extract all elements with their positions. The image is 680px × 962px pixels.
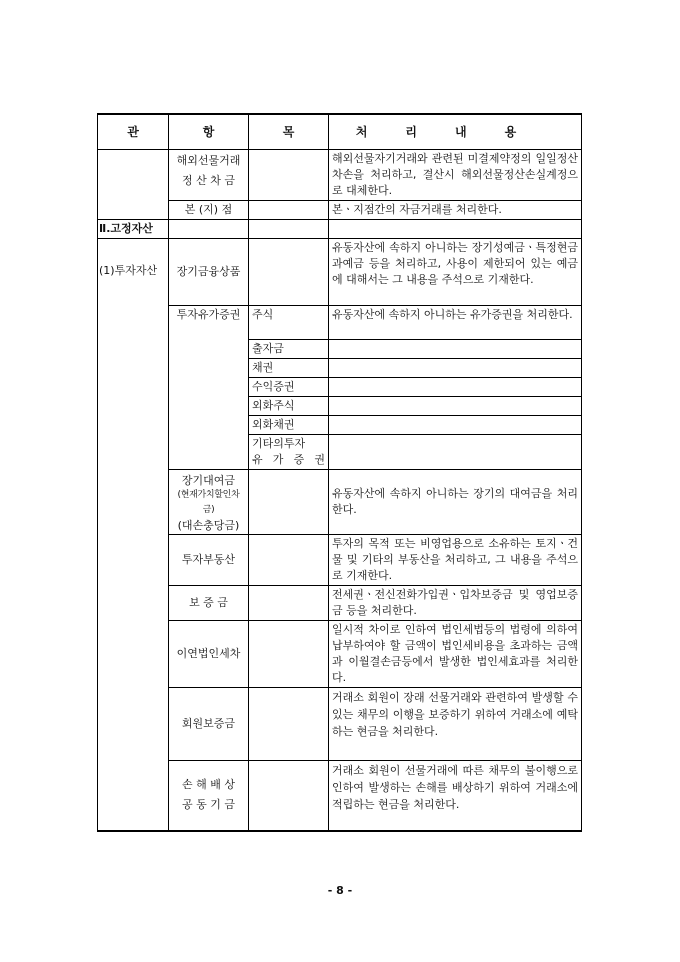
desc-inv-securities: 유동자산에 속하지 아니하는 유가증권을 처리한다. (329, 306, 582, 340)
mok-cell-empty (249, 535, 329, 586)
hang-branch: 본 (지) 점 (169, 201, 249, 220)
mok-cell-empty (249, 470, 329, 535)
longterm-loan-label: 장기대여금 (181, 474, 236, 487)
mok-cell-empty (249, 688, 329, 761)
table-row (98, 586, 582, 621)
mok-cell-empty (249, 150, 329, 201)
table-header-row (98, 114, 582, 150)
gwan-investment: (1)투자자산 (98, 239, 169, 831)
hang-futures: 해외선물거래 정 산 차 금 (169, 150, 249, 201)
desc-cell-empty (329, 220, 582, 239)
gwan-fixed-assets: Ⅱ.고정자산 (98, 220, 169, 239)
mok-cell-empty (249, 201, 329, 220)
table-row (98, 688, 582, 761)
desc-longterm-loan: 유동자산에 속하지 아니하는 장기의 대여금을 처리한다. (329, 470, 582, 535)
desc-deposit: 전세권ㆍ전신전화가입권ㆍ입차보증금 및 영업보증금 등을 처리한다. (329, 586, 582, 621)
desc-cell-empty (329, 340, 582, 359)
desc-cell-empty (329, 397, 582, 416)
mok-cell-empty (249, 621, 329, 688)
desc-member-deposit: 거래소 회원이 장래 선물거래와 관련하여 발생할 수 있는 채무의 이행을 보증하기 위하여 거래소에 예탁하는 현금을 처리한다. (329, 688, 582, 761)
mok-beneficiary: 수익증권 (249, 378, 329, 397)
mok-foreign-bond: 외화채권 (249, 416, 329, 435)
mok-foreign-stock: 외화주식 (249, 397, 329, 416)
mok-stock: 주식 (249, 306, 329, 340)
hang-inv-realestate: 투자부동산 (169, 535, 249, 586)
bad-debt-allowance-label: (대손충당금) (177, 519, 240, 532)
accounting-table (97, 113, 582, 832)
table-row (98, 201, 582, 220)
desc-branch: 본ㆍ지점간의 자금거래를 처리한다. (329, 201, 582, 220)
header-mok: 목 (249, 114, 329, 150)
hang-damage-fund: 손 해 배 상 공 동 기 금 (169, 761, 249, 831)
desc-cell-empty (329, 378, 582, 397)
desc-longterm-fin: 유동자산에 속하지 아니하는 장기성예금ㆍ특정현금과예금 등을 처리하고, 사용이 제한되어 있는 예금에 대해서는 그 내용을 주석으로 기재한다. (329, 239, 582, 306)
mok-cell-empty (249, 586, 329, 621)
hang-deferred-tax: 이연법인세차 (169, 621, 249, 688)
hang-longterm-fin: 장기금융상품 (169, 239, 249, 306)
desc-damage-fund: 거래소 회원이 선물거래에 따른 채무의 불이행으로 인하여 발생하는 손해를 배상하기 위하여 거래소에 적립하는 현금을 처리한다. (329, 761, 582, 831)
hang-member-deposit: 회원보증금 (169, 688, 249, 761)
mok-bond: 채권 (249, 359, 329, 378)
hang-cell-empty (169, 220, 249, 239)
present-value-discount-label: (현재가치할인차금) (177, 490, 240, 515)
mok-cell-empty (249, 761, 329, 831)
table-row (98, 470, 582, 535)
table-row (98, 306, 582, 340)
mok-capital: 출자금 (249, 340, 329, 359)
table-row (98, 239, 582, 306)
mok-cell-empty (249, 239, 329, 306)
desc-cell-empty (329, 435, 582, 470)
table-row (98, 220, 582, 239)
desc-deferred-tax: 일시적 차이로 인하여 법인세법등의 법령에 의하여 납부하여야 할 금액이 법인세비용을 초과하는 금액과 이월결손금등에서 발생한 법인세효과를 처리한다. (329, 621, 582, 688)
desc-cell-empty (329, 416, 582, 435)
page-number: - 8 - (327, 884, 353, 897)
mok-other: 기타의투자 유 가 증 권 (249, 435, 329, 470)
gwan-cell-empty (98, 150, 169, 220)
table-row (98, 621, 582, 688)
header-content: 처리내용 (329, 114, 582, 150)
table-row (98, 761, 582, 831)
header-hang: 항 (169, 114, 249, 150)
mok-cell-empty (249, 220, 329, 239)
hang-deposit: 보 증 금 (169, 586, 249, 621)
header-gwan: 관 (98, 114, 169, 150)
hang-inv-securities: 투자유가증권 (169, 306, 249, 470)
desc-futures: 해외선물자기거래와 관련된 미결제약정의 일일정산차손을 처리하고, 결산시 해외선물정산손실계정으로 대체한다. (329, 150, 582, 201)
table-row (98, 535, 582, 586)
desc-inv-realestate: 투자의 목적 또는 비영업용으로 소유하는 토지ㆍ건물 및 기타의 부동산을 처리하고, 그 내용을 주석으로 기재한다. (329, 535, 582, 586)
table-row (98, 150, 582, 201)
hang-longterm-loan (169, 470, 249, 535)
desc-cell-empty (329, 359, 582, 378)
